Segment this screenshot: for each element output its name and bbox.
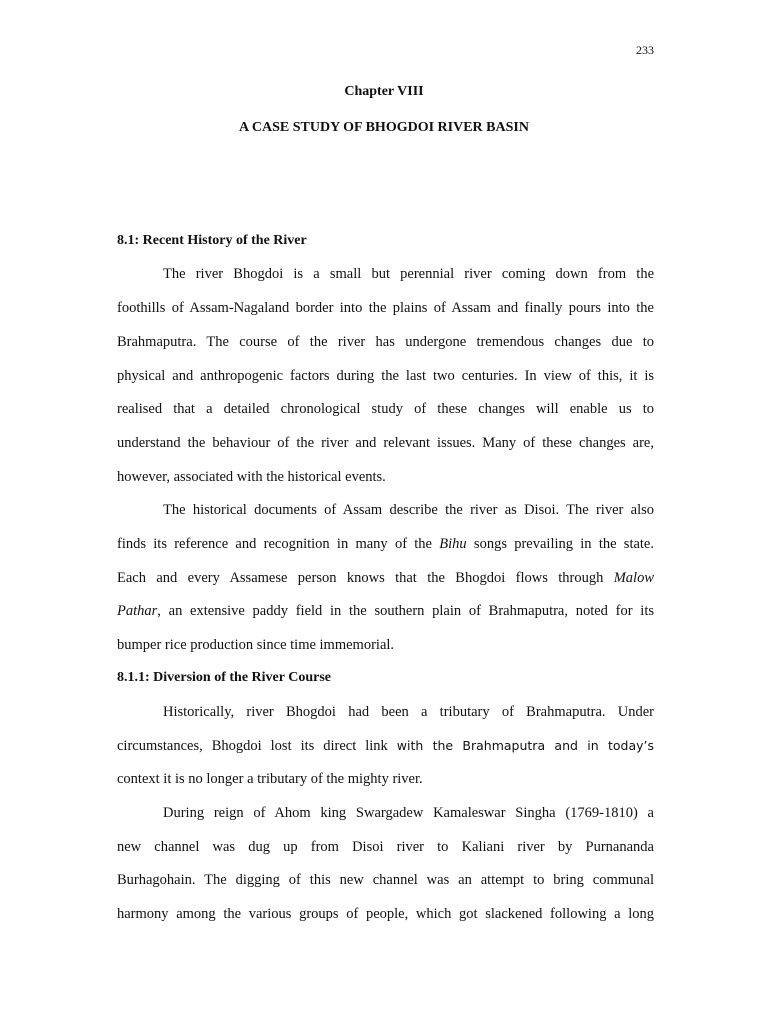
- paragraph-line: The historical documents of Assam describe the river as Disoi. The river also: [163, 502, 654, 518]
- paragraph-line: Burhagohain. The digging of this new channel was an attempt to bring communal: [117, 872, 654, 888]
- paragraph-line: Brahmaputra. The course of the river has undergone tremendous changes due to: [117, 334, 654, 350]
- italic-term: Bihu: [439, 536, 467, 552]
- paragraph-line: [117, 603, 654, 620]
- text-run: finds its reference and recognition in many of the: [117, 536, 440, 552]
- text-run: , an extensive paddy field in the southern plain of Brahmaputra, noted for its: [157, 603, 654, 619]
- text-run: circumstances, Bhogdoi lost its direct link: [117, 738, 397, 754]
- paragraph-line: physical and anthropogenic factors during the last two centuries. In view of this, it is: [117, 368, 654, 384]
- section-heading-8-1: 8.1: Recent History of the River: [117, 233, 307, 248]
- italic-term: Malow: [613, 570, 654, 586]
- paragraph-line: understand the behaviour of the river and relevant issues. Many of these changes are,: [117, 435, 654, 451]
- paragraph-line: [117, 570, 654, 587]
- text-run: Each and every Assamese person knows that the Bhogdoi flows through: [117, 570, 614, 586]
- chapter-title: A CASE STUDY OF BHOGDOI RIVER BASIN: [239, 120, 529, 135]
- paragraph-line: new channel was dug up from Disoi river to Kaliani river by Purnananda: [117, 839, 654, 855]
- paragraph-line: foothills of Assam-Nagaland border into the plains of Assam and finally pours into the: [117, 300, 654, 316]
- text-run: with the Brahmaputra and in today’s: [396, 738, 655, 753]
- paragraph-line: Historically, river Bhogdoi had been a tributary of Brahmaputra. Under: [163, 704, 654, 720]
- paragraph-line: During reign of Ahom king Swargadew Kamaleswar Singha (1769-1810) a: [163, 805, 654, 821]
- chapter-label: Chapter VIII: [344, 84, 424, 99]
- paragraph-line: harmony among the various groups of people, which got slackened following a long: [117, 906, 654, 922]
- paragraph-line: realised that a detailed chronological study of these changes will enable us to: [117, 401, 654, 417]
- paragraph-line: The river Bhogdoi is a small but perennial river coming down from the: [163, 266, 654, 282]
- italic-term: Pathar: [117, 603, 158, 619]
- paragraph-line: however, associated with the historical events.: [117, 469, 386, 485]
- text-run: songs prevailing in the state.: [466, 536, 654, 552]
- paragraph-line: [117, 536, 654, 553]
- section-heading-8-1-1: 8.1.1: Diversion of the River Course: [117, 670, 331, 685]
- paragraph-line: [117, 738, 654, 755]
- paragraph-line: bumper rice production since time immemorial.: [117, 637, 395, 653]
- page-number: 233: [636, 43, 654, 57]
- paragraph-line: context it is no longer a tributary of the mighty river.: [117, 771, 423, 787]
